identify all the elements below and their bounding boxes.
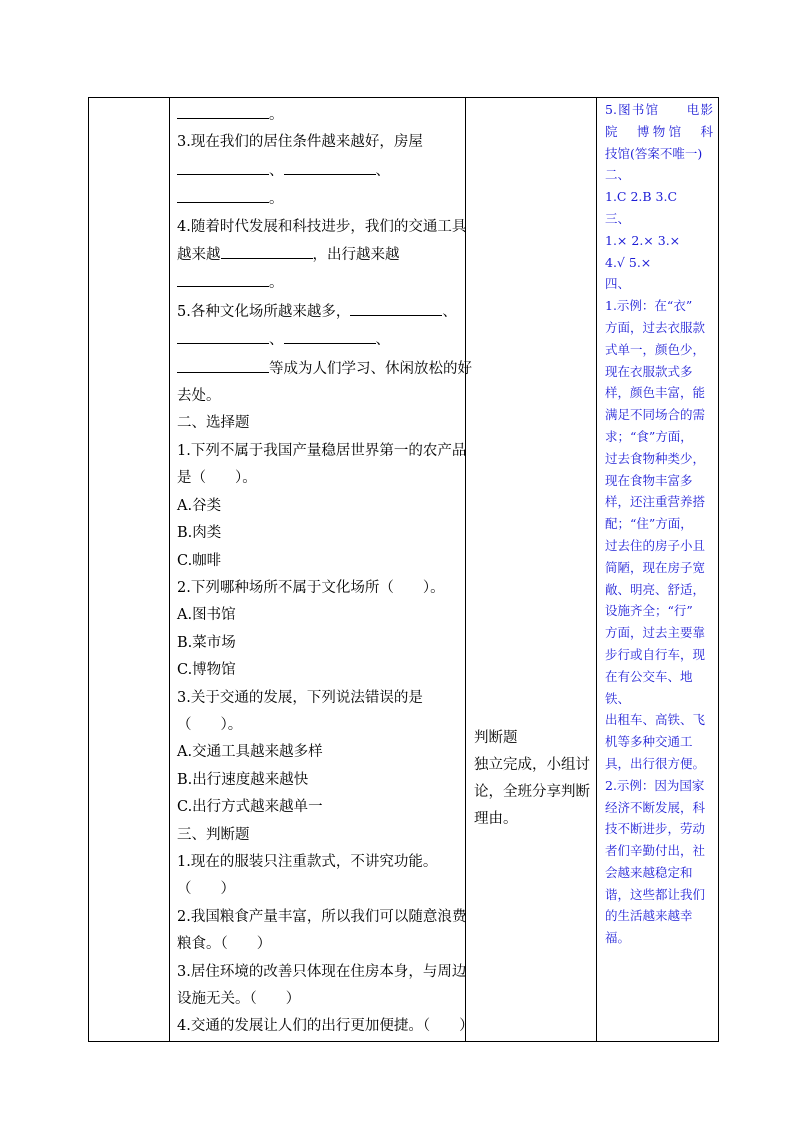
question-text: 3.居住环境的改善只体现在住房本身，与周边: [177, 963, 467, 980]
choice-option: B.肉类: [177, 525, 222, 542]
answer-line: 者们辛勤付出，社: [605, 843, 706, 859]
answer-blank[interactable]: [284, 157, 376, 175]
lesson-table: [88, 97, 719, 1042]
answer-blank[interactable]: [177, 269, 269, 287]
activity-text: 论，全班分享判断: [474, 784, 590, 800]
question-text: 粮食。（ ）: [177, 936, 272, 953]
activity-text: 理由。: [474, 811, 518, 827]
answer-line: 会越来越稳定和: [605, 864, 693, 880]
question-text: （ ）: [177, 881, 235, 898]
answer-line: 四、: [605, 276, 631, 292]
question-text: 设施无关。（ ）: [177, 991, 301, 1007]
section-heading: 二、选择题: [177, 415, 250, 432]
answer-line: 福。: [605, 930, 631, 946]
answer-line: 三、: [605, 210, 631, 226]
answer-column: [597, 98, 719, 1042]
answer-line: 方面，过去衣服款: [605, 319, 706, 335]
answer-blank[interactable]: [177, 157, 269, 175]
answer-line: 的生活越来越幸: [605, 908, 693, 924]
question-column: [170, 98, 474, 1042]
choice-option: C.博物馆: [177, 662, 236, 679]
answer-line: 技馆(答案不唯一): [605, 145, 703, 161]
answer-line: 具，出行很方便。: [605, 755, 706, 771]
blank-line: 越来越 ，出行越来越: [177, 241, 459, 269]
question-text: 1.现在的服装只注重款式，不讲究功能。: [177, 853, 438, 870]
answer-blank[interactable]: [177, 355, 269, 373]
answer-line: 样，还注重营养搭: [605, 494, 706, 510]
question-text: 去处。: [177, 388, 221, 405]
question-text: 2.下列哪种场所不属于文化场所（ ）。: [177, 579, 445, 596]
answer-line: 经济不断发展，科: [605, 799, 706, 815]
choice-option: A.图书馆: [177, 607, 236, 624]
answer-blank[interactable]: [177, 101, 269, 119]
answer-line: 现在衣服款式多: [605, 363, 693, 379]
answer-line: 出租车、高铁、飞: [605, 712, 706, 728]
activity-title: 判断题: [474, 730, 518, 746]
choice-option: C.出行方式越来越单一: [177, 799, 323, 816]
answer-line: 1.C 2.B 3.C: [605, 189, 678, 205]
answer-line: 方面，过去主要靠: [605, 625, 706, 641]
choice-option: C.咖啡: [177, 552, 222, 569]
blank-line: 。: [177, 269, 459, 297]
answer-line: 求；“食”方面，: [605, 428, 693, 444]
blank-line: 等成为人们学习、休闲放松的好: [177, 355, 459, 383]
answer-line: 2.示例：因为国家: [605, 777, 705, 793]
choice-option: A.谷类: [177, 497, 222, 514]
answer-line: 配；“住”方面，: [605, 516, 693, 532]
answer-blank[interactable]: [221, 241, 313, 259]
activity-column: [466, 98, 597, 1042]
answer-blank[interactable]: [177, 326, 269, 344]
question-text: 4.交通的发展让人们的出行更加便捷。（ ）: [177, 1018, 474, 1035]
section-heading: 三、判断题: [177, 826, 250, 843]
answer-line: 过去食物种类少，: [605, 450, 706, 466]
answer-line: 二、: [605, 167, 631, 183]
question-text: 是（ ）。: [177, 470, 257, 487]
question-text: 4.随着时代发展和科技进步，我们的交通工具: [177, 218, 467, 235]
answer-line: 5.图书馆 电影: [605, 102, 713, 117]
blank-line: 、 、: [177, 157, 459, 185]
answer-line: 样，颜色丰富，能: [605, 385, 706, 401]
answer-line: 过去住的房子小且: [605, 537, 706, 553]
answer-line: 在有公交车、地铁、: [605, 668, 693, 706]
answer-line: 谐，这些都让我们: [605, 886, 706, 902]
answer-line: 简陋，现在房子宽: [605, 559, 706, 575]
question-text: 3.现在我们的居住条件越来越好，房屋: [177, 134, 423, 151]
answer-line: 满足不同场合的需: [605, 407, 706, 423]
answer-line: 设施齐全；“行”: [605, 603, 693, 619]
answer-blank[interactable]: [177, 185, 269, 203]
blank-line: 5.各种文化场所越来越多， 、: [177, 298, 459, 326]
question-text: 3.关于交通的发展，下列说法错误的是: [177, 689, 423, 706]
answer-blank[interactable]: [350, 298, 442, 316]
answer-line: 技不断进步，劳动: [605, 821, 706, 837]
answer-blank[interactable]: [284, 326, 376, 344]
answer-line: 步行或自行车，现: [605, 646, 706, 662]
activity-text: 独立完成，小组讨: [474, 757, 590, 773]
answer-line: 机等多种交通工: [605, 734, 693, 750]
answer-line: 敞、明亮、舒适，: [605, 581, 706, 597]
blank-line: 、 、: [177, 326, 459, 354]
answer-line: 1.示例：在“衣”: [605, 298, 693, 314]
blank-line: 。: [177, 101, 459, 129]
choice-option: A.交通工具越来越多样: [177, 744, 323, 761]
answer-line: 现在食物丰富多: [605, 472, 693, 488]
question-text: 1.下列不属于我国产量稳居世界第一的农产品: [177, 442, 467, 459]
blank-line: 。: [177, 185, 459, 213]
answer-line: 1.× 2.× 3.×: [605, 232, 681, 248]
choice-option: B.菜市场: [177, 634, 236, 651]
answer-line: 院 博物馆 科: [605, 123, 713, 139]
choice-option: B.出行速度越来越快: [177, 771, 309, 788]
question-text: 2.我国粮食产量丰富，所以我们可以随意浪费: [177, 908, 467, 925]
answer-line: 4.√ 5.×: [605, 254, 652, 270]
answer-line: 式单一，颜色少，: [605, 341, 706, 357]
empty-column: [89, 98, 170, 1042]
question-text: （ ）。: [177, 716, 243, 733]
